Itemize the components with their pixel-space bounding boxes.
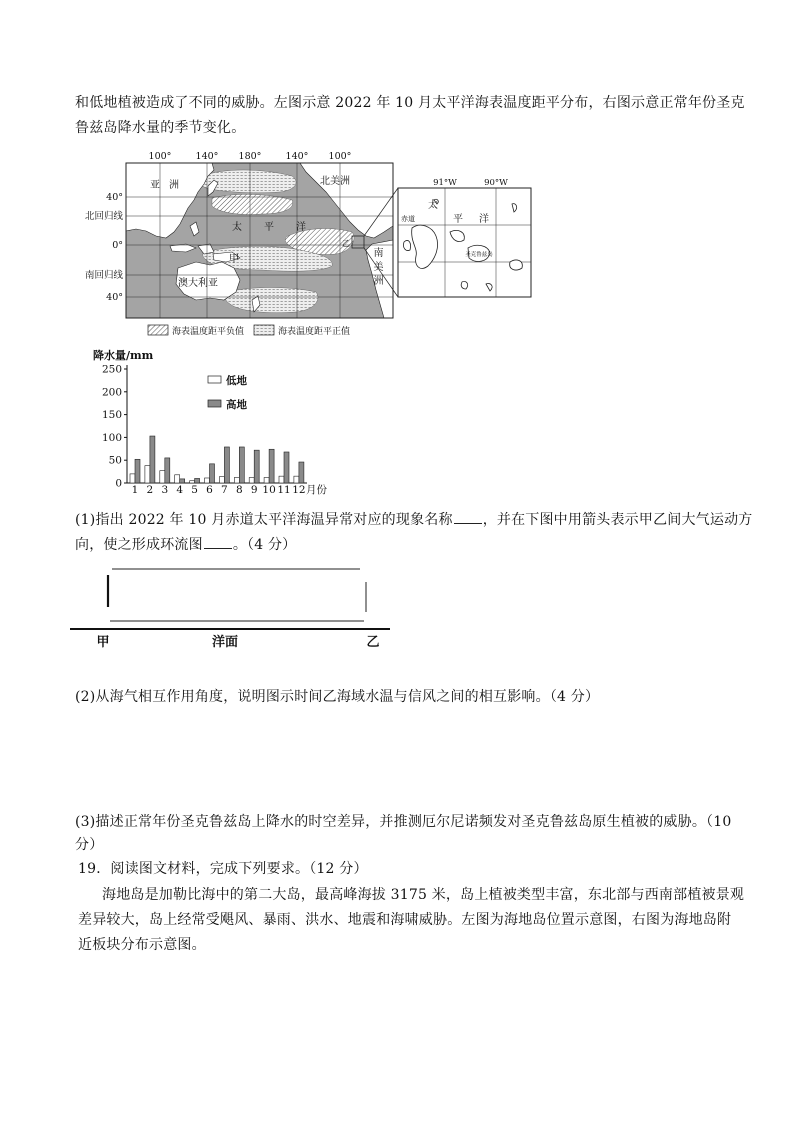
x-tick-label: 6 [206,484,213,496]
longitude-label: 140° [285,151,309,162]
south-america-label: 南美洲 [371,247,382,289]
santa-cruz-island-label: 圣克鲁兹岛 [465,252,493,258]
question-1-text: (1)指出 2022 年 10 月赤道太平洋海温异常对应的现象名称 [75,512,453,528]
intro-line-1: 和低地植被造成了不同的威胁。左图示意 2022 年 10 月太平洋海表温度距平分布，右图示意正常年份圣克 [75,95,745,111]
negative-anomaly-area [212,194,293,214]
x-tick-label: 7 [221,484,228,496]
x-tick-label: 3 [161,484,169,496]
point-yi-label: 乙 [342,239,350,248]
longitude-label: 180° [238,151,262,162]
question-1-text: ，并在下图中用箭头表示甲乙间大气运动方 [482,512,753,528]
bar-highland-month-11 [284,452,289,483]
y-tick-label: 100 [101,431,122,444]
inset-longitude-label: 91°W [433,178,457,188]
bar-highland-month-8 [239,447,244,483]
bar-lowland-month-6 [205,478,210,483]
bar-lowland-month-7 [219,477,224,483]
legend-highland-label: 高地 [226,399,247,411]
diagram-surface-label: 洋面 [211,635,239,650]
x-tick-label: 2 [146,484,154,496]
question-19-title: 19．阅读图文材料，完成下列要求。（12 分） [78,861,368,877]
bar-highland-month-12 [299,462,304,483]
x-tick-label: 12 [292,484,306,496]
x-tick-label: 8 [235,484,243,496]
latitude-label: 40° [106,192,123,203]
question-3-line-2: 分） [75,837,104,853]
diagram-yi-label: 乙 [366,635,380,650]
question-1-text: 向，使之形成环流图 [75,537,203,553]
bar-highland-month-5 [195,478,200,483]
x-tick-label: 5 [191,484,198,496]
bar-highland-month-10 [269,449,274,483]
latitude-label: 0° [112,240,123,251]
y-tick-label: 150 [101,409,122,422]
legend-positive-swatch [254,325,274,335]
legend-highland-swatch [208,400,221,407]
bar-highland-month-3 [165,458,170,483]
inset-longitude-label: 90°W [484,178,508,188]
latitude-label: 北回归线 [84,211,123,222]
question-19-paragraph-line: 海地岛是加勒比海中的第二大岛，最高峰海拔 3175 米，岛上植被类型丰富，东北部与西南部植被景观 [102,887,745,903]
island-outline [510,260,523,270]
question-1-text: 。（4 分） [232,537,297,553]
answer-blank [454,509,482,524]
y-tick-label: 0 [115,477,122,490]
asia-label: 亚洲 [150,180,188,191]
legend-negative-label: 海表温度距平负值 [172,327,245,337]
bar-lowland-month-5 [190,481,195,483]
legend-positive-label: 海表温度距平正值 [278,327,351,337]
bar-lowland-month-10 [264,478,269,483]
y-tick-label: 50 [108,454,122,467]
question-3-line-1: (3)描述正常年份圣克鲁兹岛上降水的时空差异，并推测厄尔尼诺频发对圣克鲁兹岛原生植被的威胁。（10 [75,814,732,830]
x-tick-label: 11 [277,484,291,496]
bar-lowland-month-3 [160,471,165,483]
x-tick-label: 4 [176,484,184,496]
longitude-label: 140° [195,151,219,162]
island-outline [403,240,410,250]
intro-line-2: 鲁兹岛降水量的季节变化。 [75,120,246,136]
y-tick-label: 200 [101,386,122,399]
x-tick-label: 9 [250,484,258,496]
bar-highland-month-2 [150,436,155,483]
point-jia-label: 甲 [229,254,239,265]
bar-lowland-month-2 [145,466,150,483]
diagram-jia-label: 甲 [96,635,110,650]
question-2: (2)从海气相互作用角度，说明图示时间乙海域水温与信风之间的相互影响。（4 分） [75,689,600,705]
north-america-label: 北美洲 [320,176,350,187]
bar-lowland-month-1 [130,474,135,483]
legend-lowland-label: 低地 [226,375,247,387]
inset-ocean-char: 太 [428,200,438,211]
bar-highland-month-7 [224,447,229,483]
latitude-label: 南回归线 [84,270,123,281]
bar-lowland-month-9 [249,478,254,483]
y-tick-label: 250 [101,363,122,376]
latitude-label: 40° [106,292,123,303]
longitude-label: 100° [328,151,352,162]
circulation-diagram [60,560,400,655]
pacific-sst-anomaly-map [78,145,540,340]
x-tick-label: 10 [262,484,276,496]
bar-highland-month-1 [135,459,140,483]
chart-x-axis-label: 月份 [306,484,327,496]
bar-highland-month-6 [210,464,215,483]
australia-label: 澳大利亚 [178,278,218,289]
bar-lowland-month-12 [294,476,299,483]
inset-ocean-char: 洋 [479,214,489,225]
bar-lowland-month-4 [175,475,180,483]
inset-equator-label: 赤道 [401,215,415,223]
bar-lowland-month-8 [234,478,239,483]
chart-y-axis-label: 降水量/mm [93,349,154,362]
pacific-ocean-label: 太平洋 [232,222,328,233]
legend-negative-swatch [148,325,168,335]
island-outline [461,281,467,289]
precipitation-bar-chart [85,345,325,500]
legend-lowland-swatch [208,376,221,383]
bar-highland-month-9 [254,450,259,483]
question-19-paragraph-line: 差异较大，岛上经常受飓风、暴雨、洪水、地震和海啸威胁。左图为海地岛位置示意图，右图为海地岛附 [78,912,732,928]
bar-highland-month-4 [180,479,185,483]
answer-blank [204,534,232,549]
bar-lowland-month-11 [279,476,284,483]
question-1-line-1 [75,509,753,529]
question-1-line-2 [75,534,296,554]
question-19-paragraph-line: 近板块分布示意图。 [78,937,206,953]
inset-ocean-char: 平 [453,214,463,225]
x-tick-label: 1 [131,484,139,496]
longitude-label: 100° [148,151,172,162]
